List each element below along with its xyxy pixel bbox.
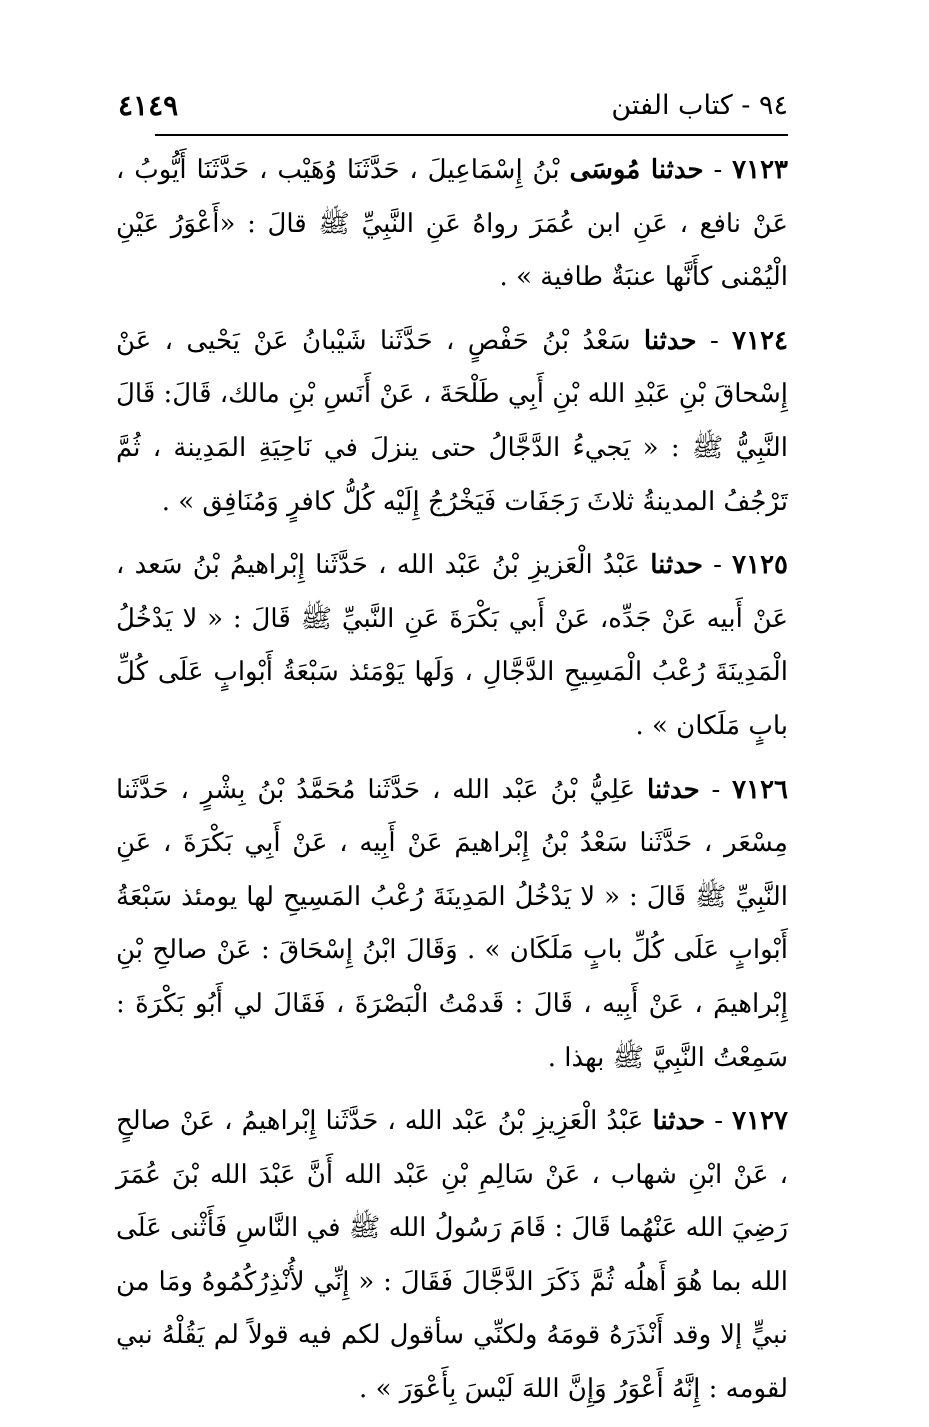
running-header [118, 86, 788, 126]
hadith-entry: ٧١٢٥ - حدثنا عَبْدُ الْعَزيزِ بْنُ عَبْد الله ، حَدَّثَنا إِبْراهيمُ بْنُ سَعد ، عَنْ أَبيه عَنْ جَدِّه، عَنْ أَبي بَكْرَةَ عَنِ النَّبيِّ ﷺ قَالَ : « لا يَدْخُلُ الْمَدِينَةَ رُعْبُ الْمَسِيحِ الدَّجَّالِ ، وَلَها يَوْمَئذ سَبْعَةُ أَبْوابٍ عَلَى كُلِّ بابٍ مَلَكان » . [116, 550, 789, 741]
hadith-text: عَبْدُ الْعَزِيزِ بْنُ عَبْد الله ، حَدَّثَنا إِبْراهيمُ ، عَنْ صالحٍ ، عَنْ ابْنِ شهاب ، عَنْ سَالِمِ بْنِ عَبْد الله أَنَّ عَبْدَ الله بْنَ عُمَرَ رَضِيَ الله عَنْهُما قَالَ : قَامَ رَسُولُ الله ﷺ في النَّاسِ فَأَثْنى عَلَى الله بما هُوَ أَهلُه ثُمَّ ذَكَرَ الدَّجَّالَ فَقَالَ : « إِنِّي لأُنْذِرُكُمُوهُ ومَا من نبيٍّ إلا وقد أَنْذَرَهُ قومَهُ ولكنِّي سأقول لكم فيه قولاً لم يَقُلْهُ نبي لقومه : إِنَّهُ أَعْوَرُ وَإِنَّ اللهَ لَيْسَ بِأَعْوَرَ » . [116, 1106, 788, 1405]
hadith-number: ٧١٢٦ [732, 774, 789, 805]
hadith-lead: حدثنا [652, 1106, 706, 1137]
header-rule [155, 134, 788, 136]
hadith-lead: حدثنا مُوسَى [569, 155, 704, 185]
hadith-number: ٧١٢٥ [732, 550, 789, 581]
hadith-text: عَلِيُّ بْنُ عَبْد الله ، حَدَّثَنا مُحَمَّدُ بْنُ بِشْرٍ ، حَدَّثَنا مِسْعَر ، حَدَّثَنا سَعْدُ بْنُ إِبْراهيمَ عَنْ أَبِيه ، عَنْ أَبِي بَكْرَةَ ، عَنِ النَّبِيِّ ﷺ قَالَ : « لا يَدْخُلُ المَدِينَةَ رُعْبُ المَسِيحِ لها يومئذ سَبْعَةُ أَبْوابٍ عَلَى كُلِّ بابٍ مَلَكَان » . وَقَالَ ابْنُ إِسْحَاقَ : عَنْ صالحِ بْنِ إِبْراهيمَ ، عَنْ أَبِيه ، قَالَ : قَدمْتُ الْبَصْرَةَ ، فَقَالَ لي أَبُو بَكْرَةَ : سَمِعْتُ النَّبِيَّ ﷺ بهذا . [116, 774, 788, 1073]
hadith-number: ٧١٢٣ [732, 155, 788, 185]
hadith-text: عَبْدُ الْعَزيزِ بْنُ عَبْد الله ، حَدَّثَنا إِبْراهيمُ بْنُ سَعد ، عَنْ أَبيه عَنْ جَدِّه، عَنْ أَبي بَكْرَةَ عَنِ النَّبيِّ ﷺ قَالَ : « لا يَدْخُلُ الْمَدِينَةَ رُعْبُ الْمَسِيحِ الدَّجَّالِ ، وَلَها يَوْمَئذ سَبْعَةُ أَبْوابٍ عَلَى كُلِّ بابٍ مَلَكان » . [116, 550, 788, 741]
hadith-list [116, 144, 788, 1427]
hadith-text: سَعْدُ بْنُ حَفْصٍ ، حَدَّثَنا شَيْبانُ عَنْ يَحْيى ، عَنْ إِسْحاقَ بْنِ عَبْدِ الله بْنِ أَبِي طَلْحَةَ ، عَنْ أَنَسِ بْنِ مالك، قَالَ: قَالَ النَّبِيُّ ﷺ : « يَجيءُ الدَّجَّالُ حتى ينزلَ في نَاحِيَةِ المَدِينة ، ثُمَّ تَرْجُفُ المدينةُ ثلاثَ رَجَفَات فَيَخْرُجُ إِلَيْه كُلُّ كافرٍ وَمُنَافِق » . [116, 325, 788, 517]
hadith-text: بْنُ إِسْمَاعِيلَ ، حَدَّثَنَا وُهَيْب ، حَدَّثَنَا أَيُّوبُ ، عَنْ نافع ، عَنِ ابن عُمَرَ رواهُ عَنِ النَّبِيِّ ﷺ قالَ : «أَعْوَرُ عَيْنِ الْيُمْنى كأَنَّها عنبَةٌ طافية » . [116, 155, 788, 293]
hadith-number: ٧١٢٤ [732, 325, 788, 356]
hadith-entry: ٧١٢٣ - حدثنا مُوسَى بْنُ إِسْمَاعِيلَ ، حَدَّثَنَا وُهَيْب ، حَدَّثَنَا أَيُّوبُ ، عَنْ نافع ، عَنِ ابن عُمَرَ رواهُ عَنِ النَّبِيِّ ﷺ قالَ : «أَعْوَرُ عَيْنِ الْيُمْنى كأَنَّها عنبَةٌ طافية » . [116, 155, 788, 293]
chapter-title: ٩٤ - كتاب الفتن [611, 90, 788, 121]
hadith-lead: حدثنا [650, 550, 703, 581]
hadith-entry: ٧١٢٤ - حدثنا سَعْدُ بْنُ حَفْصٍ ، حَدَّثَنا شَيْبانُ عَنْ يَحْيى ، عَنْ إِسْحاقَ بْنِ عَبْدِ الله بْنِ أَبِي طَلْحَةَ ، عَنْ أَنَسِ بْنِ مالك، قَالَ: قَالَ النَّبِيُّ ﷺ : « يَجيءُ الدَّجَّالُ حتى ينزلَ في نَاحِيَةِ المَدِينة ، ثُمَّ تَرْجُفُ المدينةُ ثلاثَ رَجَفَات فَيَخْرُجُ إِلَيْه كُلُّ كافرٍ وَمُنَافِق » . [116, 325, 788, 517]
hadith-entry: ٧١٢٦ - حدثنا عَلِيُّ بْنُ عَبْد الله ، حَدَّثَنا مُحَمَّدُ بْنُ بِشْرٍ ، حَدَّثَنا مِسْعَر ، حَدَّثَنا سَعْدُ بْنُ إِبْراهيمَ عَنْ أَبِيه ، عَنْ أَبِي بَكْرَةَ ، عَنِ النَّبِيِّ ﷺ قَالَ : « لا يَدْخُلُ المَدِينَةَ رُعْبُ المَسِيحِ لها يومئذ سَبْعَةُ أَبْوابٍ عَلَى كُلِّ بابٍ مَلَكَان » . وَقَالَ ابْنُ إِسْحَاقَ : عَنْ صالحِ بْنِ إِبْراهيمَ ، عَنْ أَبِيه ، قَالَ : قَدمْتُ الْبَصْرَةَ ، فَقَالَ لي أَبُو بَكْرَةَ : سَمِعْتُ النَّبِيَّ ﷺ بهذا . [116, 774, 789, 1073]
hadith-number: ٧١٢٧ [732, 1106, 789, 1137]
hadith-lead: حدثنا [646, 774, 700, 805]
hadith-lead: حدثنا [643, 325, 697, 356]
hadith-entry: ٧١٢٧ - حدثنا عَبْدُ الْعَزِيزِ بْنُ عَبْد الله ، حَدَّثَنا إِبْراهيمُ ، عَنْ صالحٍ ، عَنْ ابْنِ شهاب ، عَنْ سَالِمِ بْنِ عَبْد الله أَنَّ عَبْدَ الله بْنَ عُمَرَ رَضِيَ الله عَنْهُما قَالَ : قَامَ رَسُولُ الله ﷺ في النَّاسِ فَأَثْنى عَلَى الله بما هُوَ أَهلُه ثُمَّ ذَكَرَ الدَّجَّالَ فَقَالَ : « إِنِّي لأُنْذِرُكُمُوهُ ومَا من نبيٍّ إلا وقد أَنْذَرَهُ قومَهُ ولكنِّي سأقول لكم فيه قولاً لم يَقُلْهُ نبي لقومه : إِنَّهُ أَعْوَرُ وَإِنَّ اللهَ لَيْسَ بِأَعْوَرَ » . [116, 1106, 789, 1405]
page-number: ٤١٤٩ [118, 89, 179, 122]
